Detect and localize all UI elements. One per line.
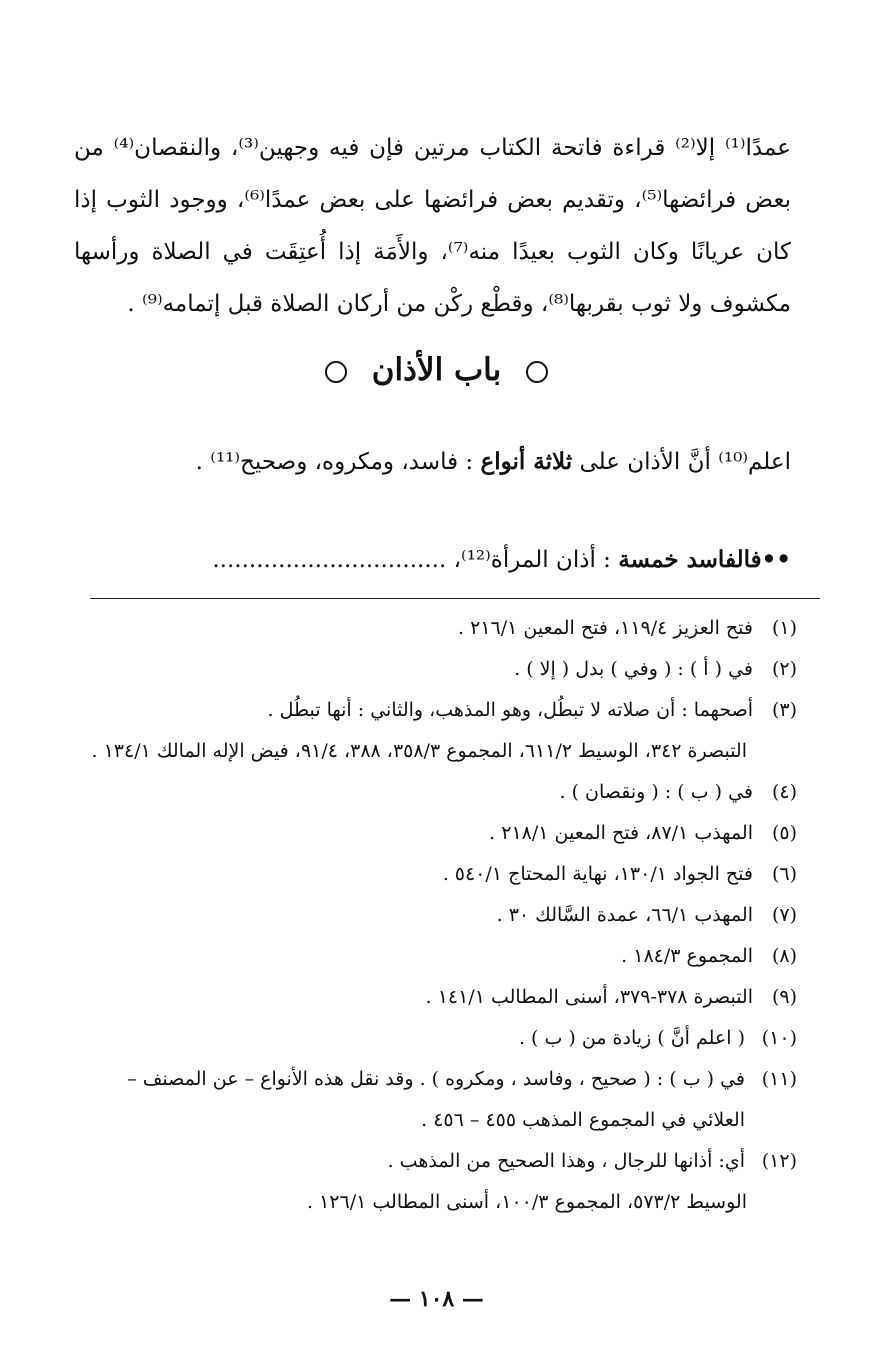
footnote-number: (٨) <box>771 945 797 967</box>
footnote-number: (١٠) <box>761 1027 797 1049</box>
intro-text-start: اعلم⁽¹⁰⁾ أنَّ الأذان على <box>572 449 791 475</box>
footnote-number: (٣) <box>771 699 797 721</box>
chapter-title: باب الأذان <box>371 352 502 388</box>
intro-paragraph <box>74 438 791 486</box>
footnote-text: ( اعلم أنَّ ) زيادة من ( ب ) . <box>518 1027 745 1049</box>
footnote-item <box>74 936 797 977</box>
footnote-text: في ( ب ) : ( ونقصان ) . <box>559 781 753 803</box>
footnote-number: (٤) <box>771 781 797 803</box>
footnote-number: (١٢) <box>761 1150 797 1172</box>
ellipsis-dots: ................................ <box>212 547 447 573</box>
footnote-item <box>74 690 797 731</box>
footnote-item <box>74 772 797 813</box>
footnote-item <box>74 1059 797 1141</box>
footnote-continuation: الوسيط ٥٧٣/٢، المجموع ١٠٠/٣، أسنى المطالب ١٢٦/١ . <box>307 1191 747 1213</box>
circle-ornament-icon <box>526 361 548 383</box>
footnote-number: (٢) <box>771 658 797 680</box>
footnote-text: أي: أذانها للرجال ، وهذا الصحيح من المذهب . <box>387 1150 745 1172</box>
footnote-number: (٩) <box>771 986 797 1008</box>
footnote-text: المهذب ٨٧/١، فتح المعين ٢١٨/١ . <box>489 822 753 844</box>
footnote-item <box>74 977 797 1018</box>
chapter-heading <box>0 352 873 388</box>
footnote-item <box>74 895 797 936</box>
intro-text-end: : فاسد، ومكروه، وصحيح⁽¹¹⁾ . <box>195 449 481 475</box>
footnote-item <box>74 649 797 690</box>
intro-bold-phrase: ثلاثة أنواع <box>480 448 573 475</box>
footnote-item <box>74 608 797 649</box>
fasid-bold-phrase: فالفاسد خمسة <box>618 546 762 573</box>
main-text-block <box>74 122 791 330</box>
main-paragraph: عمدًا⁽¹⁾ إلا⁽²⁾ قراءة فاتحة الكتاب مرتين فإن فيه وجهين⁽³⁾، والنقصان⁽⁴⁾ من بعض فرائضها⁽⁵⁾، وتقديم بعض فرائضها على بعض عمدًا⁽⁶⁾، ووجود الثوب إذا كان عريانًا وكان الثوب بعيدًا منه⁽⁷⁾، والأَمَة إذا أُعتِقَت في الصلاة ورأسها مكشوف ولا ثوب بقربها⁽⁸⁾، وقطْع ركْن من أركان الصلاة قبل إتمامه⁽⁹⁾ . <box>74 135 792 317</box>
footnote-number: (١) <box>771 617 797 639</box>
page-number: — ١٠٨ — <box>389 1286 484 1312</box>
footnote-item <box>74 1141 797 1182</box>
footnote-text: أصحهما : أن صلاته لا تبطُل، وهو المذهب، والثاني : أنها تبطُل . <box>267 699 753 721</box>
fasid-text: : أذان المرأة⁽¹²⁾، <box>446 547 619 573</box>
footnote-number: (٧) <box>771 904 797 926</box>
footnote-number: (١١) <box>761 1068 797 1090</box>
footnote-item <box>74 1018 797 1059</box>
footnote-text: في ( ب ) : ( صحيح ، وفاسد ، ومكروه ) . وقد نقل هذه الأنواع – عن المصنف – العلائي في المجموع المذهب ٤٥٥ – ٤٥٦ . <box>127 1068 745 1131</box>
footnote-text: فتح العزيز ١١٩/٤، فتح المعين ٢١٦/١ . <box>458 617 753 639</box>
footnote-number: (٥) <box>771 822 797 844</box>
circle-ornament-icon <box>325 361 347 383</box>
footnote-number: (٦) <box>771 863 797 885</box>
bullet-icon: •• <box>761 546 791 573</box>
footnote-item <box>74 813 797 854</box>
footnote-text: المهذب ٦٦/١، عمدة السَّالك ٣٠ . <box>496 904 753 926</box>
fasid-line <box>74 540 791 580</box>
footnotes-list <box>74 608 797 1223</box>
footnote-text: التبصرة ٣٧٨-٣٧٩، أسنى المطالب ١٤١/١ . <box>425 986 753 1008</box>
footnote-text: المجموع ١٨٤/٣ . <box>621 945 753 967</box>
footnote-text: فتح الجواد ١٣٠/١، نهاية المحتاج ٥٤٠/١ . <box>442 863 753 885</box>
footnote-divider <box>90 598 820 599</box>
footnote-text: في ( أ ) : ( وفي ) بدل ( إلا ) . <box>514 658 753 680</box>
footnote-continuation: التبصرة ٣٤٢، الوسيط ٦١١/٢، المجموع ٣٥٨/٣، ٣٨٨، ٩١/٤، فيض الإله المالك ١٣٤/١ . <box>91 740 747 762</box>
footnote-item <box>74 854 797 895</box>
